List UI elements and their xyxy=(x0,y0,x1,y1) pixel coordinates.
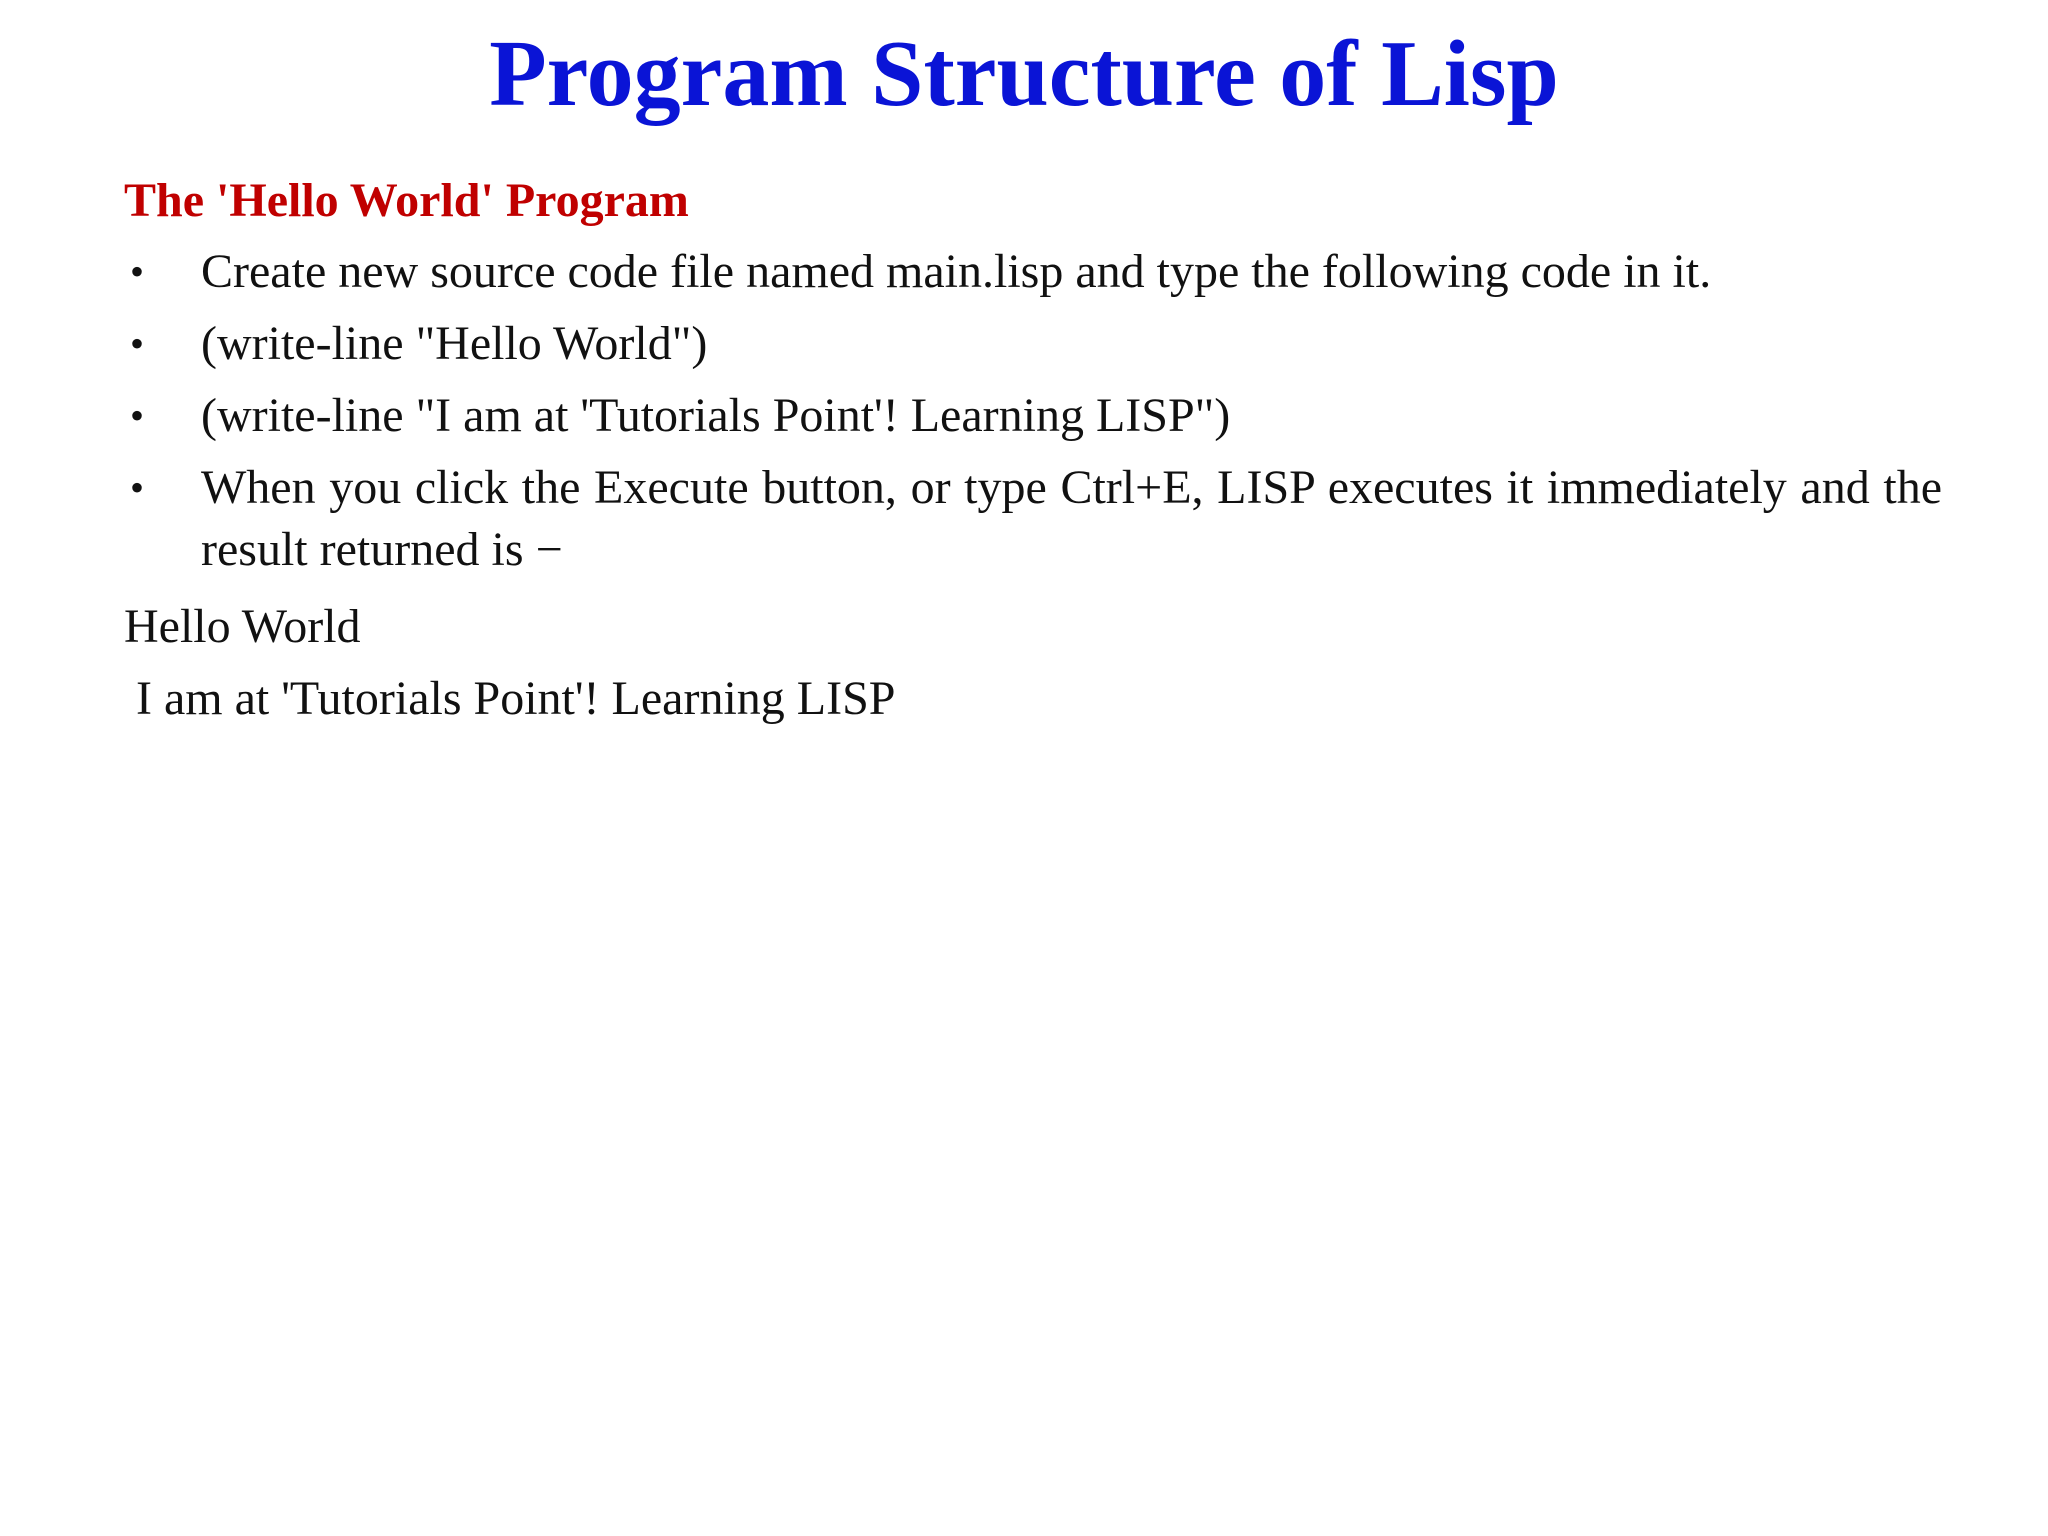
output-line: I am at 'Tutorials Point'! Learning LISP xyxy=(136,672,896,725)
bullet-item xyxy=(124,241,1942,303)
bullet-text: Create new source code file named main.lisp and type the following code in it. xyxy=(201,245,1712,298)
slide-title: Program Structure of Lisp xyxy=(489,22,1559,126)
output-line: Hello World xyxy=(124,600,361,653)
bullet-icon: • xyxy=(130,465,145,510)
bullet-item xyxy=(124,385,1942,447)
bullet-icon: • xyxy=(130,393,145,438)
section-heading: The 'Hello World' Program xyxy=(124,174,689,227)
bullet-icon: • xyxy=(130,249,145,294)
bullet-item xyxy=(124,313,1942,375)
bullet-item xyxy=(124,457,1942,581)
bullet-list xyxy=(124,241,1942,591)
bullet-icon: • xyxy=(130,321,145,366)
bullet-text: When you click the Execute button, or type Ctrl+E, LISP executes it immediately and the result returned is − xyxy=(201,461,1942,576)
bullet-text: (write-line "Hello World") xyxy=(201,317,708,370)
bullet-text: (write-line "I am at 'Tutorials Point'! Learning LISP") xyxy=(201,389,1231,442)
